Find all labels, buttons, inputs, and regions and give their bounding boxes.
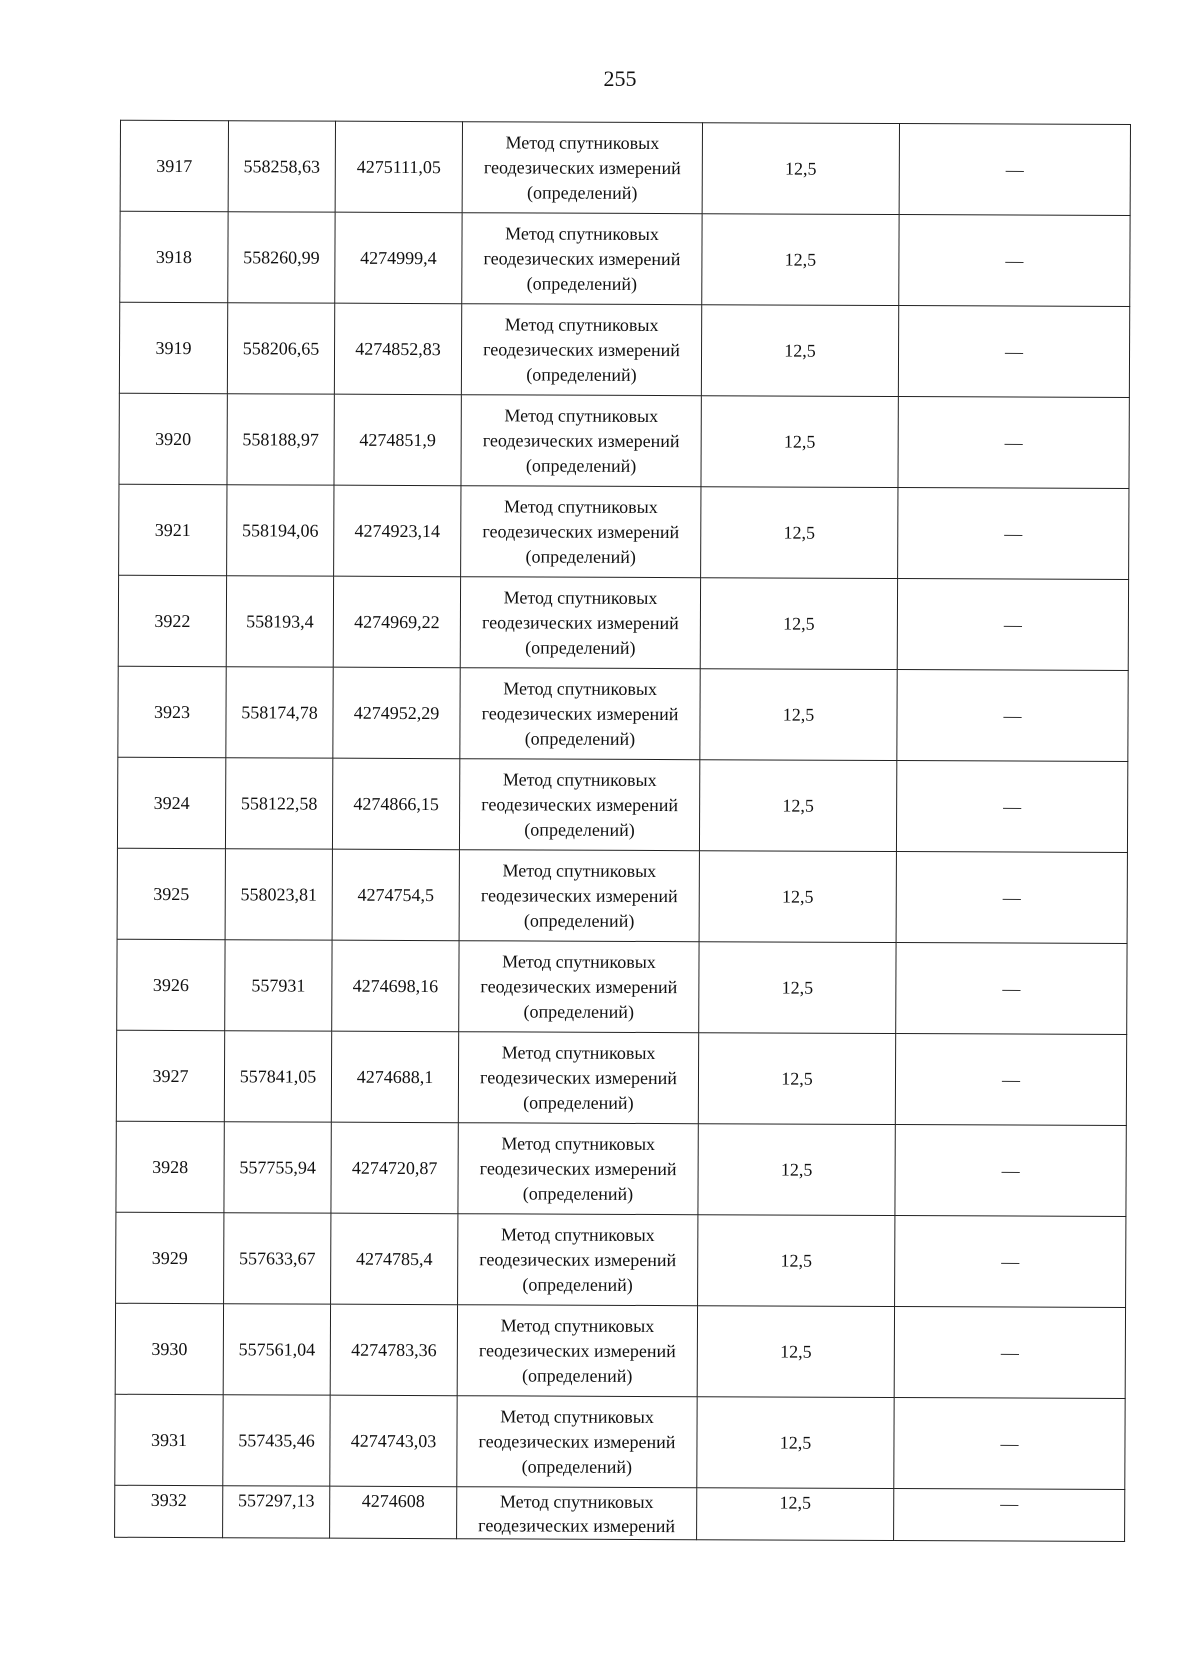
x-coordinate-cell: 558260,99 bbox=[228, 212, 335, 303]
method-cell bbox=[459, 850, 699, 942]
x-coordinate-cell: 558258,63 bbox=[228, 121, 335, 212]
method-line: Метод спутниковых bbox=[500, 1405, 654, 1427]
method-line: (определений) bbox=[526, 272, 638, 294]
method-line: Метод спутниковых bbox=[500, 1314, 655, 1336]
accuracy-cell: 12,5 bbox=[699, 760, 896, 852]
y-coordinate-cell: 4274688,1 bbox=[331, 1031, 458, 1123]
table-row bbox=[115, 1303, 1125, 1398]
note-cell: — bbox=[898, 397, 1129, 489]
point-number-cell: 3923 bbox=[118, 666, 226, 757]
table-row bbox=[119, 302, 1129, 397]
method-line: (определений) bbox=[523, 909, 635, 931]
y-coordinate-cell: 4274999,4 bbox=[335, 212, 462, 304]
method-cell bbox=[457, 1396, 697, 1488]
method-cell bbox=[460, 577, 700, 669]
accuracy-cell: 12,5 bbox=[698, 1215, 895, 1307]
x-coordinate-cell: 557755,94 bbox=[224, 1122, 331, 1213]
y-coordinate-cell: 4275111,05 bbox=[335, 121, 462, 213]
accuracy-cell: 12,5 bbox=[702, 123, 899, 215]
method-line: Метод спутниковых bbox=[502, 859, 657, 881]
point-number-cell: 3928 bbox=[116, 1121, 224, 1212]
method-line: геодезических измерений bbox=[483, 247, 681, 269]
y-coordinate-cell: 4274743,03 bbox=[330, 1395, 457, 1487]
method-line: (определений) bbox=[525, 545, 636, 567]
y-coordinate-cell: 4274785,4 bbox=[331, 1213, 458, 1305]
x-coordinate-cell: 557633,67 bbox=[224, 1213, 331, 1304]
method-line: геодезических измерений bbox=[481, 702, 679, 724]
method-line: геодезических измерений bbox=[479, 1248, 677, 1270]
y-coordinate-cell: 4274720,87 bbox=[331, 1122, 458, 1214]
table-row bbox=[118, 575, 1128, 670]
accuracy-cell: 12,5 bbox=[698, 1033, 895, 1125]
method-line: геодезических измерений bbox=[480, 975, 678, 997]
note-cell: — bbox=[896, 761, 1127, 853]
table-row bbox=[115, 1485, 1125, 1541]
accuracy-cell: 12,5 bbox=[701, 305, 898, 397]
method-cell bbox=[461, 304, 701, 396]
note-cell: — bbox=[895, 1034, 1126, 1126]
y-coordinate-cell: 4274923,14 bbox=[334, 485, 461, 577]
point-number-cell: 3930 bbox=[115, 1303, 223, 1394]
point-number-cell: 3929 bbox=[116, 1212, 224, 1303]
method-line: геодезических измерений bbox=[478, 1430, 676, 1452]
method-line: Метод спутниковых bbox=[504, 313, 659, 335]
method-cell bbox=[459, 759, 699, 851]
point-number-cell: 3932 bbox=[115, 1485, 223, 1537]
accuracy-cell: 12,5 bbox=[701, 487, 898, 579]
y-coordinate-cell: 4274698,16 bbox=[332, 940, 459, 1032]
accuracy-cell: 12,5 bbox=[702, 214, 899, 306]
y-coordinate-cell: 4274608 bbox=[330, 1486, 457, 1539]
x-coordinate-cell: 558023,81 bbox=[225, 849, 332, 940]
method-line: (определений) bbox=[522, 1182, 634, 1204]
x-coordinate-cell: 558194,06 bbox=[227, 485, 334, 576]
point-number-cell: 3924 bbox=[117, 757, 225, 848]
point-number-cell: 3926 bbox=[117, 939, 225, 1030]
note-cell: — bbox=[894, 1489, 1125, 1542]
accuracy-cell: 12,5 bbox=[700, 578, 897, 670]
accuracy-cell: 12,5 bbox=[697, 1397, 894, 1489]
method-line: геодезических измерений bbox=[479, 1157, 677, 1179]
method-line: геодезических измерений bbox=[483, 156, 681, 178]
table-row bbox=[120, 211, 1130, 306]
accuracy-cell: 12,5 bbox=[697, 1488, 894, 1541]
table-row bbox=[116, 1212, 1126, 1307]
coordinates-table-wrapper bbox=[114, 120, 1130, 1542]
method-line: Метод спутниковых bbox=[503, 495, 658, 517]
method-line: Метод спутниковых bbox=[502, 950, 656, 972]
note-cell: — bbox=[895, 1216, 1126, 1308]
x-coordinate-cell: 558188,97 bbox=[227, 394, 334, 485]
method-line: геодезических измерений bbox=[478, 1339, 676, 1361]
table-row bbox=[117, 939, 1127, 1034]
method-line: (определений) bbox=[525, 454, 637, 476]
accuracy-cell: 12,5 bbox=[701, 396, 898, 488]
method-cell bbox=[458, 1032, 698, 1124]
table-body bbox=[115, 120, 1131, 1541]
point-number-cell: 3927 bbox=[116, 1030, 224, 1121]
y-coordinate-cell: 4274754,5 bbox=[332, 849, 459, 941]
method-line: (определений) bbox=[522, 1364, 633, 1386]
coordinates-table bbox=[114, 120, 1131, 1542]
method-cell bbox=[462, 213, 702, 305]
method-line: Метод спутниковых bbox=[502, 768, 657, 790]
x-coordinate-cell: 557931 bbox=[225, 940, 332, 1031]
x-coordinate-cell: 557841,05 bbox=[224, 1031, 331, 1122]
method-line: Метод спутниковых bbox=[504, 404, 659, 426]
y-coordinate-cell: 4274969,22 bbox=[333, 576, 460, 668]
method-cell bbox=[461, 486, 701, 578]
method-line: (определений) bbox=[521, 1455, 633, 1477]
y-coordinate-cell: 4274783,36 bbox=[330, 1304, 457, 1396]
method-cell bbox=[460, 668, 700, 760]
accuracy-cell: 12,5 bbox=[700, 669, 897, 761]
method-line: (определений) bbox=[524, 727, 636, 749]
method-cell bbox=[461, 395, 701, 487]
method-line: геодезических измерений bbox=[481, 611, 679, 633]
x-coordinate-cell: 558174,78 bbox=[226, 667, 333, 758]
method-cell bbox=[459, 941, 699, 1033]
table-row bbox=[116, 1121, 1126, 1216]
method-line: (определений) bbox=[525, 636, 636, 658]
table-row bbox=[115, 1394, 1125, 1489]
method-line: (определений) bbox=[523, 1091, 634, 1113]
method-cell bbox=[457, 1487, 697, 1540]
note-cell: — bbox=[896, 852, 1127, 944]
accuracy-cell: 12,5 bbox=[699, 942, 896, 1034]
method-line: (определений) bbox=[523, 1000, 635, 1022]
method-line: Метод спутниковых bbox=[501, 1132, 656, 1154]
method-cell bbox=[457, 1305, 697, 1397]
method-line: (определений) bbox=[522, 1273, 633, 1295]
method-line: геодезических измерений bbox=[483, 338, 681, 360]
point-number-cell: 3922 bbox=[118, 575, 226, 666]
table-row bbox=[119, 484, 1129, 579]
x-coordinate-cell: 557435,46 bbox=[223, 1395, 330, 1486]
table-row bbox=[117, 757, 1127, 852]
note-cell: — bbox=[897, 579, 1128, 671]
method-line: Метод спутниковых bbox=[500, 1223, 655, 1245]
point-number-cell: 3918 bbox=[120, 211, 228, 302]
point-number-cell: 3919 bbox=[119, 302, 227, 393]
method-line: геодезических измерений bbox=[481, 793, 679, 815]
x-coordinate-cell: 558193,4 bbox=[226, 576, 333, 667]
method-line: геодезических измерений bbox=[480, 884, 678, 906]
method-line: Метод спутниковых bbox=[505, 222, 659, 244]
method-line: Метод спутниковых bbox=[501, 1041, 656, 1063]
table-row bbox=[119, 393, 1129, 488]
method-line: (определений) bbox=[526, 181, 638, 203]
note-cell: — bbox=[899, 215, 1130, 307]
page-number: 255 bbox=[603, 66, 637, 91]
table-row bbox=[116, 1030, 1126, 1125]
accuracy-cell: 12,5 bbox=[697, 1306, 894, 1398]
note-cell: — bbox=[898, 306, 1129, 398]
note-cell: — bbox=[894, 1398, 1125, 1490]
note-cell: — bbox=[898, 488, 1129, 580]
x-coordinate-cell: 557297,13 bbox=[223, 1486, 330, 1538]
note-cell: — bbox=[899, 124, 1130, 216]
method-line: геодезических измерений bbox=[478, 1515, 676, 1537]
accuracy-cell: 12,5 bbox=[698, 1124, 895, 1216]
method-line: (определений) bbox=[524, 818, 635, 840]
method-line: Метод спутниковых bbox=[503, 677, 658, 699]
y-coordinate-cell: 4274866,15 bbox=[332, 758, 459, 850]
method-line: (определений) bbox=[526, 363, 637, 385]
method-cell bbox=[458, 1214, 698, 1306]
x-coordinate-cell: 558206,65 bbox=[227, 303, 334, 394]
point-number-cell: 3920 bbox=[119, 393, 227, 484]
y-coordinate-cell: 4274851,9 bbox=[334, 394, 461, 486]
method-line: Метод спутниковых bbox=[499, 1491, 654, 1513]
method-line: геодезических измерений bbox=[480, 1066, 677, 1088]
method-cell bbox=[462, 122, 702, 214]
y-coordinate-cell: 4274952,29 bbox=[333, 667, 460, 759]
note-cell: — bbox=[895, 1125, 1126, 1217]
point-number-cell: 3931 bbox=[115, 1394, 223, 1485]
note-cell: — bbox=[897, 670, 1128, 762]
method-line: Метод спутниковых bbox=[505, 131, 660, 153]
method-line: Метод спутниковых bbox=[503, 586, 658, 608]
note-cell: — bbox=[894, 1307, 1125, 1399]
x-coordinate-cell: 558122,58 bbox=[225, 758, 332, 849]
point-number-cell: 3917 bbox=[120, 120, 228, 211]
point-number-cell: 3925 bbox=[117, 848, 225, 939]
method-line: геодезических измерений bbox=[482, 429, 680, 451]
note-cell: — bbox=[896, 943, 1127, 1035]
accuracy-cell: 12,5 bbox=[699, 851, 896, 943]
method-cell bbox=[458, 1123, 698, 1215]
table-row bbox=[120, 120, 1130, 215]
method-line: геодезических измерений bbox=[482, 520, 680, 542]
y-coordinate-cell: 4274852,83 bbox=[334, 303, 461, 395]
table-row bbox=[118, 666, 1128, 761]
point-number-cell: 3921 bbox=[119, 484, 227, 575]
table-row bbox=[117, 848, 1127, 943]
x-coordinate-cell: 557561,04 bbox=[223, 1304, 330, 1395]
